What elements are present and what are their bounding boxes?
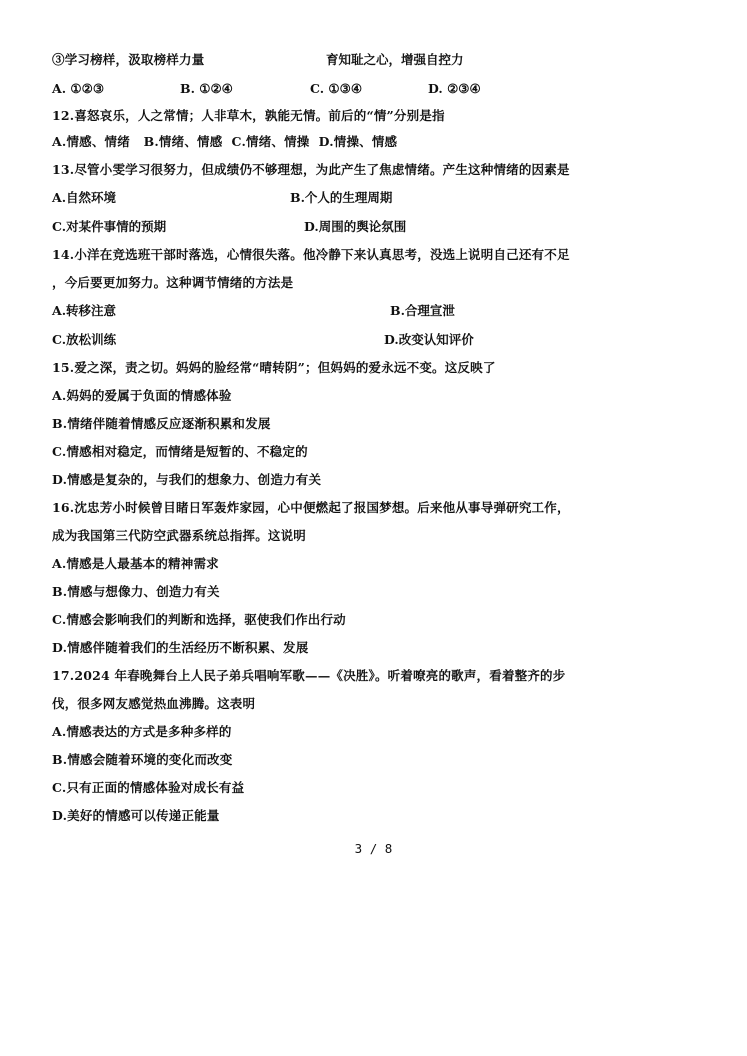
q13-stem: 13.尽管小雯学习很努力，但成绩仍不够理想，为此产生了焦虑情绪。产生这种情绪的因素是 xyxy=(52,162,570,177)
q15-stem: 15.爱之深，责之切。妈妈的脸经常“晴转阴”；但妈妈的爱永远不变。这反映了 xyxy=(52,360,496,375)
q15-option-c: C.情感相对稳定，而情绪是短暂的、不稳定的 xyxy=(52,444,308,459)
q17-option-c: C.只有正面的情感体验对成长有益 xyxy=(52,780,245,795)
q14-option-a: A.转移注意 xyxy=(52,303,117,318)
q11-option-d: D. ②③④ xyxy=(428,81,481,96)
q14-option-c: C.放松训练 xyxy=(52,332,117,347)
q16-option-a: A.情感是人最基本的精神需求 xyxy=(52,556,219,571)
q11-option-b: B. ①②④ xyxy=(180,81,233,96)
page-number: 3 / 8 xyxy=(354,841,393,856)
q11-option-c: C. ①③④ xyxy=(310,81,363,96)
q16-option-b: B.情感与想像力、创造力有关 xyxy=(52,584,220,599)
q15-option-b: B.情绪伴随着情感反应逐渐积累和发展 xyxy=(52,416,271,431)
q13-option-d: D.周围的舆论氛围 xyxy=(304,219,407,234)
q11-item3-right: 育知耻之心，增强自控力 xyxy=(326,52,464,67)
q14-stem-line2: ，今后要更加努力。这种调节情绪的方法是 xyxy=(52,275,294,290)
q14-option-d: D.改变认知评价 xyxy=(384,332,474,347)
q12-stem: 12.喜怒哀乐，人之常情；人非草木，孰能无情。前后的“情”分别是指 xyxy=(52,108,445,123)
q15-option-a: A.妈妈的爱属于负面的情感体验 xyxy=(52,388,232,403)
q16-option-d: D.情感伴随着我们的生活经历不断积累、发展 xyxy=(52,640,309,655)
q14-stem-line1: 14.小洋在竞选班干部时落选，心情很失落。他冷静下来认真思考，没选上说明自己还有不足 xyxy=(52,247,570,262)
q16-option-c: C.情感会影响我们的判断和选择，驱使我们作出行动 xyxy=(52,612,346,627)
q15-option-d: D.情感是复杂的，与我们的想象力、创造力有关 xyxy=(52,472,322,487)
q14-option-b: B.合理宣泄 xyxy=(390,303,455,318)
q16-stem-line1: 16.沈忠芳小时候曾目睹日军轰炸家园，心中便燃起了报国梦想。后来他从事导弹研究工作， xyxy=(52,500,570,515)
q17-option-d: D.美好的情感可以传递正能量 xyxy=(52,808,220,823)
q12-options: A.情感、情绪 B.情绪、情感 C.情绪、情操 D.情操、情感 xyxy=(52,134,398,149)
q13-option-c: C.对某件事情的预期 xyxy=(52,219,167,234)
q17-option-b: B.情感会随着环境的变化而改变 xyxy=(52,752,233,767)
q17-stem-line2: 伐，很多网友感觉热血沸腾。这表明 xyxy=(52,696,256,711)
q11-option-a: A. ①②③ xyxy=(52,81,105,96)
q13-option-b: B.个人的生理周期 xyxy=(290,190,393,205)
q17-stem-line1: 17.2024 年春晚舞台上人民子弟兵唱响军歌——《决胜》。听着嘹亮的歌声，看着整齐的步 xyxy=(52,668,566,683)
q17-option-a: A.情感表达的方式是多种多样的 xyxy=(52,724,232,739)
q13-option-a: A.自然环境 xyxy=(52,190,117,205)
q11-item3-left: ③学习榜样，汲取榜样力量 xyxy=(52,52,205,67)
q16-stem-line2: 成为我国第三代防空武器系统总指挥。这说明 xyxy=(52,528,307,543)
